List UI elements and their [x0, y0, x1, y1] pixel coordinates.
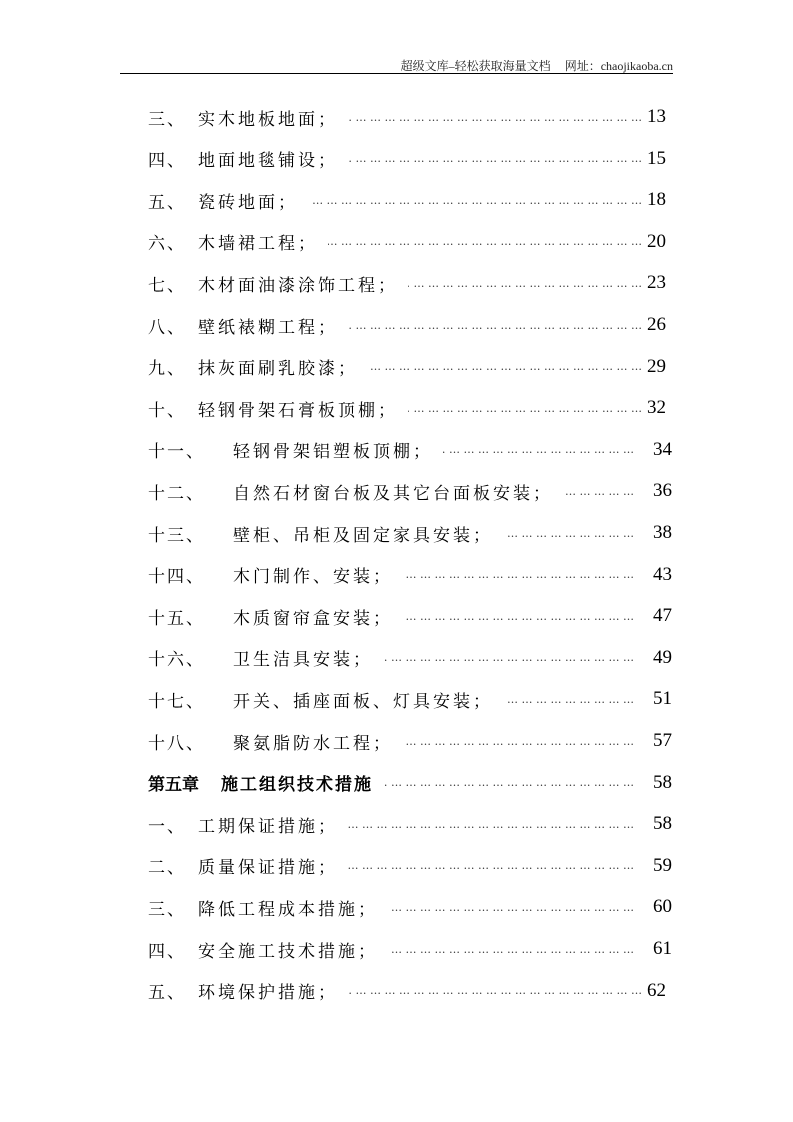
- toc-number: 第五章: [148, 775, 199, 796]
- toc-number: 四、: [148, 151, 186, 172]
- toc-entry[interactable]: [148, 102, 666, 132]
- toc-title: 木质窗帘盒安装；: [233, 608, 393, 629]
- toc-title: 安全施工技术措施；: [198, 941, 378, 962]
- toc-entry[interactable]: [148, 892, 672, 922]
- toc-title: 地面地毯铺设；: [198, 151, 338, 172]
- toc-page-number: 59: [653, 854, 672, 876]
- toc-title: 瓷砖地面；: [198, 192, 298, 213]
- toc-entry[interactable]: [148, 976, 666, 1006]
- toc-number: 十一、: [148, 442, 205, 463]
- toc-page-number: 26: [647, 314, 666, 335]
- toc-entry[interactable]: [148, 352, 666, 382]
- dot-leader: [348, 984, 642, 997]
- toc-number: 五、: [148, 192, 186, 213]
- toc-entry[interactable]: [148, 393, 666, 423]
- dot-leader: [348, 859, 634, 872]
- toc-title: 降低工程成本措施；: [198, 899, 378, 920]
- toc-number: 十五、: [148, 608, 205, 629]
- dot-leader: [368, 360, 642, 373]
- toc-page-number: 15: [647, 147, 666, 169]
- dot-leader: [383, 776, 634, 789]
- dot-leader: [388, 943, 634, 956]
- toc-number: 三、: [148, 109, 186, 130]
- toc-page-number: 32: [647, 397, 666, 419]
- toc-page-number: 51: [653, 688, 672, 710]
- toc-page-number: 47: [653, 605, 672, 627]
- toc-page-number: 38: [653, 522, 672, 543]
- toc-number: 五、: [148, 983, 186, 1004]
- toc-number: 十、: [148, 400, 186, 421]
- toc-page-number: 29: [647, 355, 666, 377]
- toc-entry[interactable]: [148, 310, 666, 340]
- toc-number: 十二、: [148, 483, 205, 504]
- toc-page-number: 62: [647, 979, 666, 1001]
- toc-title: 自然石材窗台板及其它台面板安装；: [233, 483, 553, 504]
- toc-page-number: 57: [653, 730, 672, 751]
- toc-number: 二、: [148, 858, 186, 879]
- toc-number: 十三、: [148, 525, 205, 546]
- toc-title: 壁纸裱糊工程；: [198, 317, 338, 338]
- toc-page-number: 58: [653, 813, 672, 835]
- dot-leader: [383, 651, 634, 664]
- toc-title: 卫生洁具安装；: [233, 650, 373, 671]
- toc-page-number: 36: [653, 480, 672, 502]
- toc-number: 十七、: [148, 691, 205, 712]
- toc-entry[interactable]: [148, 684, 672, 714]
- toc-title: 施工组织技术措施: [221, 775, 373, 796]
- dot-leader: [308, 194, 642, 207]
- dot-leader: [403, 735, 634, 748]
- toc-page-number: 13: [647, 106, 666, 127]
- dot-leader: [503, 527, 634, 540]
- dot-leader: [408, 402, 642, 415]
- toc-page-number: 20: [647, 230, 666, 252]
- toc-number: 七、: [148, 275, 186, 296]
- dot-leader: [408, 277, 642, 290]
- header-rule: [120, 73, 673, 74]
- toc-title: 轻钢骨架石膏板顶棚；: [198, 400, 398, 421]
- header-site: 网址：chaojikaoba.cn: [564, 59, 673, 73]
- dot-leader: [348, 111, 642, 124]
- dot-leader: [503, 693, 634, 706]
- toc-entry[interactable]: [148, 144, 666, 174]
- toc-number: 十八、: [148, 733, 205, 754]
- toc-number: 四、: [148, 941, 186, 962]
- dot-leader: [443, 443, 634, 456]
- toc-entry[interactable]: [148, 768, 672, 798]
- dot-leader: [348, 319, 642, 332]
- toc-entry[interactable]: [148, 934, 672, 964]
- toc-entry[interactable]: [148, 601, 672, 631]
- toc-number: 三、: [148, 899, 186, 920]
- dot-leader: [563, 485, 634, 498]
- toc-page-number: 61: [653, 938, 672, 959]
- toc-title: 壁柜、吊柜及固定家具安装；: [233, 525, 493, 546]
- toc-entry[interactable]: [148, 227, 666, 257]
- toc-page-number: 58: [653, 771, 672, 793]
- toc-page-number: 23: [647, 272, 666, 294]
- toc-entry[interactable]: [148, 435, 672, 465]
- dot-leader: [328, 235, 642, 248]
- toc-entry[interactable]: [148, 185, 666, 215]
- toc-entry[interactable]: [148, 809, 672, 839]
- toc-title: 木材面油漆涂饰工程；: [198, 275, 398, 296]
- toc-title: 木门制作、安装；: [233, 567, 393, 588]
- dot-leader: [348, 818, 634, 831]
- toc-page-number: 34: [653, 438, 672, 460]
- page-header: [401, 57, 673, 74]
- dot-leader: [388, 901, 634, 914]
- toc-entry[interactable]: [148, 268, 666, 298]
- toc-number: 八、: [148, 317, 186, 338]
- toc-number: 十六、: [148, 650, 205, 671]
- toc-entry[interactable]: [148, 726, 672, 756]
- toc-page-number: 18: [647, 189, 666, 211]
- toc-entry[interactable]: [148, 476, 672, 506]
- toc-title: 抹灰面刷乳胶漆；: [198, 359, 358, 380]
- toc-title: 实木地板地面；: [198, 109, 338, 130]
- toc-page-number: 43: [653, 563, 672, 585]
- toc-entry[interactable]: [148, 643, 672, 673]
- toc-title: 木墙裙工程；: [198, 234, 318, 255]
- toc-title: 工期保证措施；: [198, 816, 338, 837]
- toc-number: 九、: [148, 359, 186, 380]
- header-title: 超级文库–轻松获取海量文档: [400, 59, 551, 73]
- toc-entry[interactable]: [148, 851, 672, 881]
- toc-title: 质量保证措施；: [198, 858, 338, 879]
- toc-title: 环境保护措施；: [198, 983, 338, 1004]
- toc-page-number: 49: [653, 646, 672, 668]
- toc-number: 一、: [148, 816, 186, 837]
- toc-title: 聚氨脂防水工程；: [233, 733, 393, 754]
- toc-entry[interactable]: [148, 518, 672, 548]
- toc-number: 六、: [148, 234, 186, 255]
- dot-leader: [348, 152, 642, 165]
- dot-leader: [403, 568, 634, 581]
- toc-number: 十四、: [148, 567, 205, 588]
- toc-title: 轻钢骨架铝塑板顶棚；: [233, 442, 433, 463]
- toc-entry[interactable]: [148, 560, 672, 590]
- dot-leader: [403, 610, 634, 623]
- toc-page-number: 60: [653, 896, 672, 918]
- toc-title: 开关、插座面板、灯具安装；: [233, 691, 493, 712]
